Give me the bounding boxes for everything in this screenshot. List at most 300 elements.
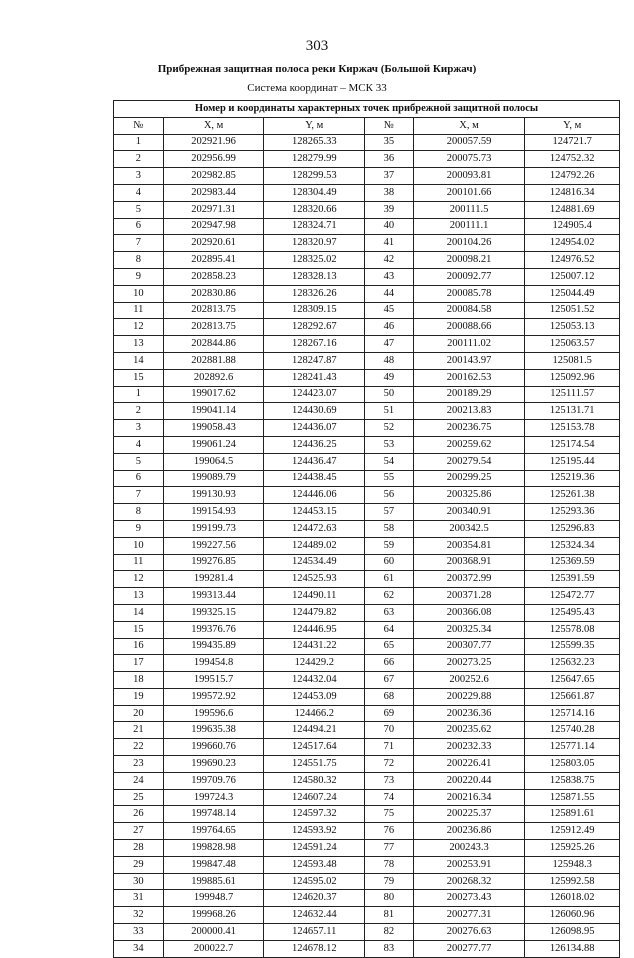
point-number-2: 41	[365, 235, 413, 252]
y-coordinate: 128320.66	[264, 201, 365, 218]
point-number-2: 46	[365, 319, 413, 336]
x-coordinate-2: 200111.02	[413, 336, 525, 353]
y-coordinate-2: 125063.57	[525, 336, 620, 353]
x-coordinate: 202830.86	[163, 285, 264, 302]
y-coordinate: 128325.02	[264, 252, 365, 269]
y-coordinate-2: 125925.26	[525, 840, 620, 857]
x-coordinate-2: 200366.08	[413, 604, 525, 621]
x-coordinate: 199596.6	[163, 705, 264, 722]
x-coordinate-2: 200277.31	[413, 907, 525, 924]
x-coordinate: 199281.4	[163, 571, 264, 588]
point-number: 31	[114, 890, 164, 907]
x-coordinate: 199227.56	[163, 537, 264, 554]
point-number: 8	[114, 252, 164, 269]
x-coordinate: 199313.44	[163, 588, 264, 605]
table-row	[114, 722, 620, 739]
y-coordinate-2: 126018.02	[525, 890, 620, 907]
column-header-number: №	[114, 117, 164, 134]
x-coordinate-2: 200372.99	[413, 571, 525, 588]
x-coordinate: 202813.75	[163, 319, 264, 336]
x-coordinate-2: 200368.91	[413, 554, 525, 571]
point-number: 33	[114, 924, 164, 941]
x-coordinate-2: 200225.37	[413, 806, 525, 823]
table-row	[114, 201, 620, 218]
point-number: 34	[114, 940, 164, 957]
x-coordinate-2: 200243.3	[413, 840, 525, 857]
x-coordinate: 199885.61	[163, 873, 264, 890]
y-coordinate-2: 126060.96	[525, 907, 620, 924]
point-number: 1	[114, 386, 164, 403]
y-coordinate-2: 125111.57	[525, 386, 620, 403]
x-coordinate: 199276.85	[163, 554, 264, 571]
point-number-2: 35	[365, 134, 413, 151]
x-coordinate-2: 200111.5	[413, 201, 525, 218]
point-number-2: 37	[365, 168, 413, 185]
x-coordinate-2: 200213.83	[413, 403, 525, 420]
point-number: 2	[114, 403, 164, 420]
point-number: 4	[114, 184, 164, 201]
point-number: 18	[114, 672, 164, 689]
point-number-2: 67	[365, 672, 413, 689]
point-number: 15	[114, 369, 164, 386]
point-number-2: 45	[365, 302, 413, 319]
y-coordinate: 124436.25	[264, 436, 365, 453]
x-coordinate-2: 200325.34	[413, 621, 525, 638]
x-coordinate-2: 200088.66	[413, 319, 525, 336]
point-number-2: 79	[365, 873, 413, 890]
table-row	[114, 235, 620, 252]
x-coordinate: 202844.86	[163, 336, 264, 353]
y-coordinate: 124466.2	[264, 705, 365, 722]
x-coordinate: 202956.99	[163, 151, 264, 168]
y-coordinate-2: 125261.38	[525, 487, 620, 504]
x-coordinate-2: 200216.34	[413, 789, 525, 806]
table-row	[114, 705, 620, 722]
table-row	[114, 890, 620, 907]
point-number: 13	[114, 336, 164, 353]
table-row	[114, 638, 620, 655]
point-number-2: 57	[365, 504, 413, 521]
point-number-2: 72	[365, 756, 413, 773]
point-number-2: 53	[365, 436, 413, 453]
point-number: 10	[114, 537, 164, 554]
x-coordinate-2: 200092.77	[413, 268, 525, 285]
y-coordinate-2: 126134.88	[525, 940, 620, 957]
point-number-2: 80	[365, 890, 413, 907]
table-row	[114, 772, 620, 789]
x-coordinate: 199748.14	[163, 806, 264, 823]
y-coordinate: 124591.24	[264, 840, 365, 857]
table-row	[114, 218, 620, 235]
point-number-2: 40	[365, 218, 413, 235]
y-coordinate: 128279.99	[264, 151, 365, 168]
y-coordinate: 124657.11	[264, 924, 365, 941]
point-number: 16	[114, 638, 164, 655]
y-coordinate-2: 125871.55	[525, 789, 620, 806]
y-coordinate: 124436.07	[264, 420, 365, 437]
table-header-row	[114, 117, 620, 134]
point-number: 4	[114, 436, 164, 453]
y-coordinate: 124551.75	[264, 756, 365, 773]
point-number-2: 78	[365, 856, 413, 873]
table-row	[114, 285, 620, 302]
point-number: 25	[114, 789, 164, 806]
point-number: 12	[114, 571, 164, 588]
y-coordinate-2: 125369.59	[525, 554, 620, 571]
table-row	[114, 537, 620, 554]
point-number-2: 44	[365, 285, 413, 302]
x-coordinate: 199709.76	[163, 772, 264, 789]
y-coordinate: 124597.32	[264, 806, 365, 823]
x-coordinate-2: 200104.26	[413, 235, 525, 252]
table-row	[114, 621, 620, 638]
x-coordinate-2: 200189.29	[413, 386, 525, 403]
point-number-2: 75	[365, 806, 413, 823]
y-coordinate: 128326.26	[264, 285, 365, 302]
point-number: 26	[114, 806, 164, 823]
x-coordinate-2: 200229.88	[413, 688, 525, 705]
y-coordinate-2: 125714.16	[525, 705, 620, 722]
x-coordinate-2: 200371.28	[413, 588, 525, 605]
table-row	[114, 168, 620, 185]
table-row	[114, 151, 620, 168]
x-coordinate: 202881.88	[163, 352, 264, 369]
point-number: 6	[114, 218, 164, 235]
point-number: 9	[114, 268, 164, 285]
column-header-number-2: №	[365, 117, 413, 134]
y-coordinate: 124453.15	[264, 504, 365, 521]
y-coordinate-2: 125007.12	[525, 268, 620, 285]
x-coordinate: 199515.7	[163, 672, 264, 689]
x-coordinate: 199724.3	[163, 789, 264, 806]
y-coordinate-2: 125051.52	[525, 302, 620, 319]
x-coordinate: 199376.76	[163, 621, 264, 638]
point-number-2: 82	[365, 924, 413, 941]
x-coordinate-2: 200268.32	[413, 873, 525, 890]
x-coordinate-2: 200093.81	[413, 168, 525, 185]
x-coordinate-2: 200277.77	[413, 940, 525, 957]
y-coordinate-2: 124976.52	[525, 252, 620, 269]
point-number-2: 39	[365, 201, 413, 218]
point-number-2: 68	[365, 688, 413, 705]
x-coordinate-2: 200085.78	[413, 285, 525, 302]
point-number: 7	[114, 487, 164, 504]
x-coordinate: 199089.79	[163, 470, 264, 487]
x-coordinate-2: 200098.21	[413, 252, 525, 269]
x-coordinate: 199130.93	[163, 487, 264, 504]
point-number-2: 61	[365, 571, 413, 588]
y-coordinate-2: 126098.95	[525, 924, 620, 941]
x-coordinate: 202947.98	[163, 218, 264, 235]
document-title: Прибрежная защитная полоса реки Киржач (Большой Киржач)	[157, 63, 477, 75]
x-coordinate-2: 200162.53	[413, 369, 525, 386]
table-row	[114, 924, 620, 941]
point-number-2: 63	[365, 604, 413, 621]
y-coordinate-2: 124954.02	[525, 235, 620, 252]
y-coordinate-2: 125599.35	[525, 638, 620, 655]
table-row	[114, 739, 620, 756]
point-number: 32	[114, 907, 164, 924]
y-coordinate-2: 125391.59	[525, 571, 620, 588]
y-coordinate-2: 125803.05	[525, 756, 620, 773]
y-coordinate: 124517.64	[264, 739, 365, 756]
x-coordinate-2: 200259.62	[413, 436, 525, 453]
x-coordinate-2: 200276.63	[413, 924, 525, 941]
point-number: 2	[114, 151, 164, 168]
y-coordinate: 124632.44	[264, 907, 365, 924]
table-row	[114, 436, 620, 453]
point-number: 9	[114, 520, 164, 537]
y-coordinate-2: 125495.43	[525, 604, 620, 621]
point-number-2: 83	[365, 940, 413, 957]
point-number: 1	[114, 134, 164, 151]
x-coordinate: 202983.44	[163, 184, 264, 201]
y-coordinate-2: 125992.58	[525, 873, 620, 890]
y-coordinate: 124620.37	[264, 890, 365, 907]
table-row	[114, 823, 620, 840]
x-coordinate-2: 200354.81	[413, 537, 525, 554]
x-coordinate: 199154.93	[163, 504, 264, 521]
y-coordinate-2: 125131.71	[525, 403, 620, 420]
table-row	[114, 252, 620, 269]
y-coordinate-2: 125948.3	[525, 856, 620, 873]
y-coordinate-2: 125293.36	[525, 504, 620, 521]
table-row	[114, 470, 620, 487]
y-coordinate: 128320.97	[264, 235, 365, 252]
table-row	[114, 672, 620, 689]
x-coordinate: 199064.5	[163, 453, 264, 470]
point-number: 19	[114, 688, 164, 705]
coordinates-table	[113, 100, 620, 958]
table-row	[114, 403, 620, 420]
column-header-x-2: X, м	[413, 117, 525, 134]
table-row	[114, 806, 620, 823]
y-coordinate: 124525.93	[264, 571, 365, 588]
y-coordinate: 124429.2	[264, 655, 365, 672]
coordinate-system-subtitle: Система координат – МСК 33	[247, 82, 387, 94]
point-number: 27	[114, 823, 164, 840]
y-coordinate: 128328.13	[264, 268, 365, 285]
point-number-2: 60	[365, 554, 413, 571]
table-row	[114, 571, 620, 588]
table-row	[114, 268, 620, 285]
y-coordinate-2: 124881.69	[525, 201, 620, 218]
x-coordinate: 199454.8	[163, 655, 264, 672]
x-coordinate: 199968.26	[163, 907, 264, 924]
column-header-y-2: Y, м	[525, 117, 620, 134]
point-number-2: 58	[365, 520, 413, 537]
point-number-2: 43	[365, 268, 413, 285]
x-coordinate-2: 200084.58	[413, 302, 525, 319]
x-coordinate-2: 200299.25	[413, 470, 525, 487]
x-coordinate: 199058.43	[163, 420, 264, 437]
point-number-2: 49	[365, 369, 413, 386]
point-number-2: 76	[365, 823, 413, 840]
point-number: 21	[114, 722, 164, 739]
point-number: 20	[114, 705, 164, 722]
table-row	[114, 554, 620, 571]
point-number: 17	[114, 655, 164, 672]
x-coordinate-2: 200340.91	[413, 504, 525, 521]
y-coordinate-2: 125081.5	[525, 352, 620, 369]
y-coordinate: 128267.16	[264, 336, 365, 353]
point-number: 5	[114, 201, 164, 218]
table-row	[114, 420, 620, 437]
table-row	[114, 319, 620, 336]
point-number: 12	[114, 319, 164, 336]
point-number-2: 42	[365, 252, 413, 269]
y-coordinate: 124453.09	[264, 688, 365, 705]
table-row	[114, 520, 620, 537]
x-coordinate-2: 200307.77	[413, 638, 525, 655]
y-coordinate: 124490.11	[264, 588, 365, 605]
table-row	[114, 588, 620, 605]
point-number: 11	[114, 554, 164, 571]
point-number: 14	[114, 604, 164, 621]
point-number-2: 66	[365, 655, 413, 672]
x-coordinate: 199325.15	[163, 604, 264, 621]
y-coordinate: 124593.92	[264, 823, 365, 840]
y-coordinate-2: 125661.87	[525, 688, 620, 705]
table-row	[114, 134, 620, 151]
x-coordinate-2: 200235.62	[413, 722, 525, 739]
y-coordinate-2: 125472.77	[525, 588, 620, 605]
point-number-2: 38	[365, 184, 413, 201]
x-coordinate-2: 200273.43	[413, 890, 525, 907]
y-coordinate: 124436.47	[264, 453, 365, 470]
x-coordinate-2: 200325.86	[413, 487, 525, 504]
point-number: 30	[114, 873, 164, 890]
table-row	[114, 487, 620, 504]
point-number: 28	[114, 840, 164, 857]
y-coordinate-2: 125578.08	[525, 621, 620, 638]
column-header-x: X, м	[163, 117, 264, 134]
point-number: 14	[114, 352, 164, 369]
y-coordinate: 124446.06	[264, 487, 365, 504]
y-coordinate: 124595.02	[264, 873, 365, 890]
point-number-2: 69	[365, 705, 413, 722]
point-number: 10	[114, 285, 164, 302]
x-coordinate: 199828.98	[163, 840, 264, 857]
y-coordinate-2: 125153.78	[525, 420, 620, 437]
x-coordinate-2: 200273.25	[413, 655, 525, 672]
page-number: 303	[305, 38, 329, 54]
point-number: 15	[114, 621, 164, 638]
point-number-2: 70	[365, 722, 413, 739]
y-coordinate-2: 125324.34	[525, 537, 620, 554]
y-coordinate: 124446.95	[264, 621, 365, 638]
x-coordinate: 202920.61	[163, 235, 264, 252]
x-coordinate: 200000.41	[163, 924, 264, 941]
point-number: 6	[114, 470, 164, 487]
x-coordinate-2: 200075.73	[413, 151, 525, 168]
point-number-2: 52	[365, 420, 413, 437]
y-coordinate: 124423.07	[264, 386, 365, 403]
table-row	[114, 789, 620, 806]
point-number-2: 62	[365, 588, 413, 605]
y-coordinate-2: 125912.49	[525, 823, 620, 840]
point-number-2: 71	[365, 739, 413, 756]
point-number: 13	[114, 588, 164, 605]
y-coordinate: 124432.04	[264, 672, 365, 689]
y-coordinate: 124431.22	[264, 638, 365, 655]
x-coordinate-2: 200279.54	[413, 453, 525, 470]
x-coordinate-2: 200232.33	[413, 739, 525, 756]
x-coordinate: 202895.41	[163, 252, 264, 269]
y-coordinate: 124472.63	[264, 520, 365, 537]
point-number-2: 65	[365, 638, 413, 655]
x-coordinate: 202892.6	[163, 369, 264, 386]
x-coordinate: 199572.92	[163, 688, 264, 705]
point-number-2: 48	[365, 352, 413, 369]
point-number-2: 36	[365, 151, 413, 168]
table-row	[114, 688, 620, 705]
y-coordinate: 124534.49	[264, 554, 365, 571]
y-coordinate-2: 125647.65	[525, 672, 620, 689]
x-coordinate-2: 200111.1	[413, 218, 525, 235]
point-number: 23	[114, 756, 164, 773]
y-coordinate-2: 125044.49	[525, 285, 620, 302]
y-coordinate-2: 124721.7	[525, 134, 620, 151]
x-coordinate-2: 200342.5	[413, 520, 525, 537]
y-coordinate-2: 125219.36	[525, 470, 620, 487]
x-coordinate-2: 200236.36	[413, 705, 525, 722]
y-coordinate-2: 124792.26	[525, 168, 620, 185]
y-coordinate: 128324.71	[264, 218, 365, 235]
x-coordinate: 199690.23	[163, 756, 264, 773]
table-body	[114, 134, 620, 957]
y-coordinate: 128247.87	[264, 352, 365, 369]
x-coordinate: 199061.24	[163, 436, 264, 453]
point-number: 7	[114, 235, 164, 252]
x-coordinate-2: 200236.86	[413, 823, 525, 840]
column-header-y: Y, м	[264, 117, 365, 134]
x-coordinate: 202858.23	[163, 268, 264, 285]
y-coordinate-2: 125174.54	[525, 436, 620, 453]
x-coordinate: 200022.7	[163, 940, 264, 957]
table-row	[114, 873, 620, 890]
y-coordinate-2: 125195.44	[525, 453, 620, 470]
x-coordinate: 199199.73	[163, 520, 264, 537]
point-number-2: 81	[365, 907, 413, 924]
point-number: 8	[114, 504, 164, 521]
table-row	[114, 369, 620, 386]
table-row	[114, 453, 620, 470]
x-coordinate: 202813.75	[163, 302, 264, 319]
y-coordinate: 124607.24	[264, 789, 365, 806]
x-coordinate-2: 200101.66	[413, 184, 525, 201]
table-row	[114, 907, 620, 924]
table-row	[114, 352, 620, 369]
y-coordinate-2: 125771.14	[525, 739, 620, 756]
x-coordinate: 199847.48	[163, 856, 264, 873]
y-coordinate: 124479.82	[264, 604, 365, 621]
x-coordinate-2: 200253.91	[413, 856, 525, 873]
x-coordinate: 199764.65	[163, 823, 264, 840]
point-number-2: 74	[365, 789, 413, 806]
y-coordinate-2: 125632.23	[525, 655, 620, 672]
table-row	[114, 940, 620, 957]
point-number: 3	[114, 168, 164, 185]
point-number: 22	[114, 739, 164, 756]
y-coordinate-2: 124816.34	[525, 184, 620, 201]
point-number-2: 56	[365, 487, 413, 504]
y-coordinate: 124438.45	[264, 470, 365, 487]
table-row	[114, 504, 620, 521]
y-coordinate: 128265.33	[264, 134, 365, 151]
x-coordinate-2: 200057.59	[413, 134, 525, 151]
y-coordinate-2: 125891.61	[525, 806, 620, 823]
